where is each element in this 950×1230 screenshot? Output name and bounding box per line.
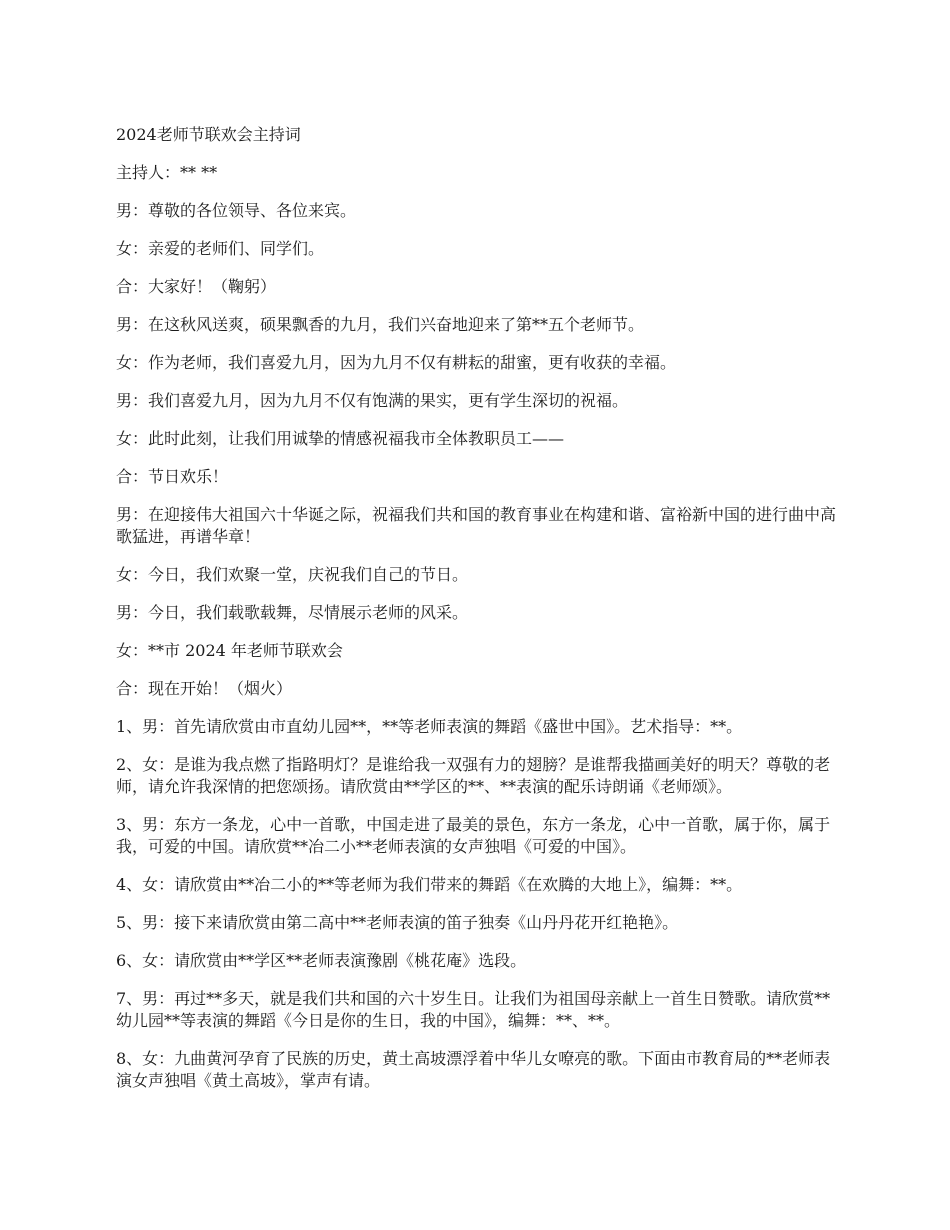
paragraph: 7、男：再过**多天，就是我们共和国的六十岁生日。让我们为祖国母亲献上一首生日赞歌。请欣赏**幼儿园**等表演的舞蹈《今日是你的生日，我的中国》，编舞：**、**。	[116, 989, 831, 1030]
paragraph: 4、女：请欣赏由**冶二小的**等老师为我们带来的舞蹈《在欢腾的大地上》，编舞：**。	[116, 875, 743, 894]
paragraph: 女：作为老师，我们喜爱九月，因为九月不仅有耕耘的甜蜜，更有收获的幸福。	[116, 353, 677, 372]
paragraph: 1、男：首先请欣赏由市直幼儿园**，**等老师表演的舞蹈《盛世中国》。艺术指导：**。	[116, 717, 743, 736]
paragraph: 合：大家好！（鞠躬）	[116, 277, 277, 296]
paragraph: 男：在迎接伟大祖国六十华诞之际，祝福我们共和国的教育事业在构建和谐、富裕新中国的进行曲中高歌猛进，再谱华章！	[116, 505, 837, 546]
paragraph: 男：在这秋风送爽，硕果飘香的九月，我们兴奋地迎来了第**五个老师节。	[116, 315, 645, 334]
paragraph: 主持人：** **	[116, 163, 218, 182]
paragraph: 6、女：请欣赏由**学区**老师表演豫剧《桃花庵》选段。	[116, 951, 527, 970]
paragraph: 男：我们喜爱九月，因为九月不仅有饱满的果实，更有学生深切的祝福。	[116, 391, 629, 410]
paragraph: 女：此时此刻，让我们用诚挚的情感祝福我市全体教职员工——	[116, 429, 565, 448]
paragraph: 女：**市 2024 年老师节联欢会	[116, 641, 343, 660]
paragraph: 女：亲爱的老师们、同学们。	[116, 239, 325, 258]
paragraph: 8、女：九曲黄河孕育了民族的历史，黄土高坡漂浮着中华儿女嘹亮的歌。下面由市教育局的**老师表演女声独唱《黄土高坡》，掌声有请。	[116, 1049, 831, 1090]
paragraph: 2、女：是谁为我点燃了指路明灯？是谁给我一双强有力的翅膀？是谁帮我描画美好的明天？尊敬的老师，请允许我深情的把您颂扬。请欣赏由**学区的**、**表演的配乐诗朗诵《老师颂》。	[116, 755, 831, 796]
paragraph: 男：尊敬的各位领导、各位来宾。	[116, 201, 357, 220]
paragraph: 合：节日欢乐！	[116, 467, 229, 486]
paragraph: 3、男：东方一条龙，心中一首歌，中国走进了最美的景色，东方一条龙，心中一首歌，属于你，属于我，可爱的中国。请欣赏**冶二小**老师表演的女声独唱《可爱的中国》。	[116, 815, 831, 856]
document-title: 2024老师节联欢会主持词	[116, 125, 301, 144]
document-page	[116, 124, 840, 1108]
paragraph: 女：今日，我们欢聚一堂，庆祝我们自己的节日。	[116, 565, 469, 584]
paragraph: 男：今日，我们载歌载舞，尽情展示老师的风采。	[116, 603, 469, 622]
paragraph: 5、男：接下来请欣赏由第二高中**老师表演的笛子独奏《山丹丹花开红艳艳》。	[116, 913, 679, 932]
paragraph: 合：现在开始！（烟火）	[116, 679, 293, 698]
